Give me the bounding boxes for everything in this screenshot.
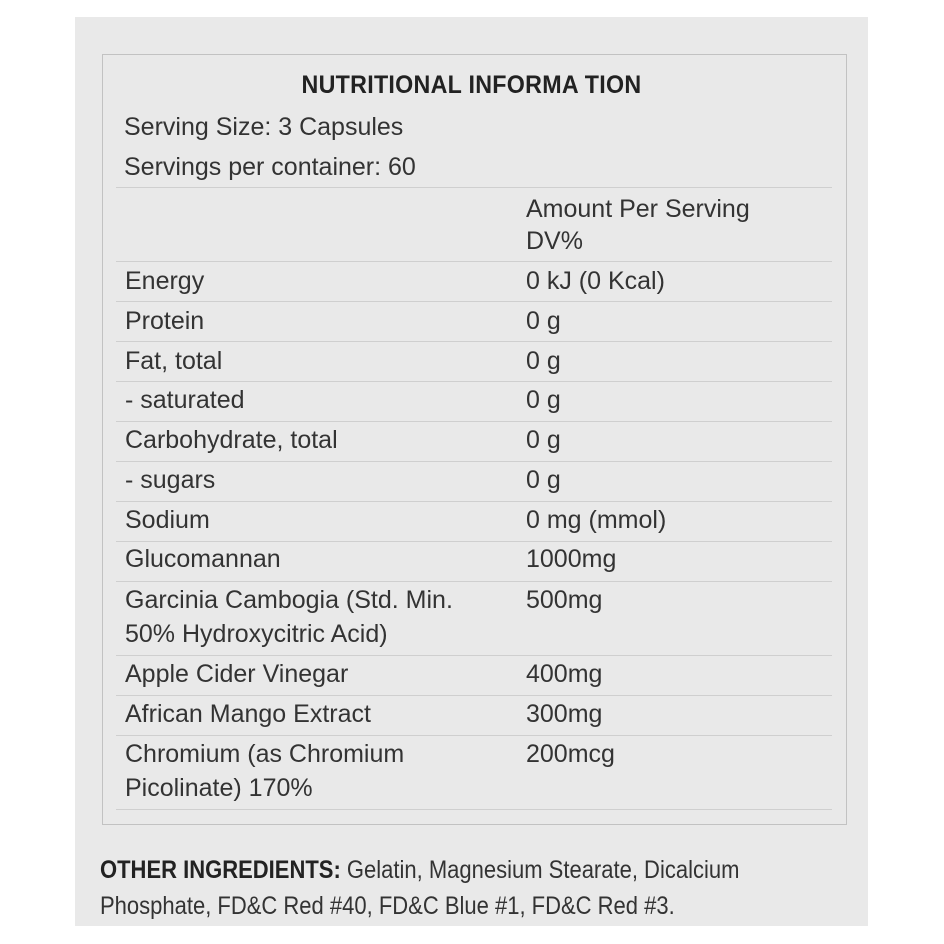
nutrient-name: Energy xyxy=(125,267,205,295)
nutrient-amount: 1000mg xyxy=(526,545,617,573)
row-divider xyxy=(116,261,832,262)
nutrient-amount: 0 g xyxy=(526,466,561,494)
row-divider xyxy=(116,421,832,422)
other-ingredients xyxy=(100,852,830,924)
label-title: NUTRITIONAL INFORMA TION xyxy=(301,71,642,99)
other-ingredients-label: OTHER INGREDIENTS: xyxy=(100,856,341,884)
row-divider xyxy=(116,655,832,656)
servings-per-container: Servings per container: 60 xyxy=(124,153,416,181)
nutrient-name: - saturated xyxy=(125,386,245,414)
nutrient-amount: 0 mg (mmol) xyxy=(526,506,667,534)
nutrient-name: Glucomannan xyxy=(125,545,281,573)
nutrient-amount: 400mg xyxy=(526,660,603,688)
nutrient-name: Sodium xyxy=(125,506,210,534)
nutrient-amount: 0 g xyxy=(526,426,561,454)
other-ingredients-text-line1: Gelatin, Magnesium Stearate, Dicalcium xyxy=(346,856,740,884)
nutrient-name-line2: Picolinate) 170% xyxy=(125,774,313,802)
nutrient-name: Carbohydrate, total xyxy=(125,426,338,454)
row-divider xyxy=(116,695,832,696)
nutrient-name-line1: Chromium (as Chromium xyxy=(125,740,405,768)
nutrient-amount: 0 g xyxy=(526,347,561,375)
nutrient-name-line1: Garcinia Cambogia (Std. Min. xyxy=(125,586,453,614)
nutrient-amount: 0 g xyxy=(526,386,561,414)
nutrient-amount: 300mg xyxy=(526,700,603,728)
nutrient-name xyxy=(125,737,505,805)
row-divider xyxy=(116,301,832,302)
nutrient-amount: 0 g xyxy=(526,307,561,335)
nutrient-name: Protein xyxy=(125,307,205,335)
row-divider xyxy=(116,501,832,502)
nutrition-label-card xyxy=(75,17,868,926)
nutrient-amount: 500mg xyxy=(526,586,603,614)
row-divider xyxy=(116,461,832,462)
nutrient-amount: 200mcg xyxy=(526,740,615,768)
other-ingredients-text-line2: Phosphate, FD&C Red #40, FD&C Blue #1, FD&C Red #3. xyxy=(100,892,675,920)
other-ingredients-line1 xyxy=(100,852,830,888)
serving-size: Serving Size: 3 Capsules xyxy=(124,113,404,141)
row-divider xyxy=(116,809,832,810)
nutrient-name xyxy=(125,583,505,651)
nutrient-name: African Mango Extract xyxy=(125,700,371,728)
amount-header xyxy=(526,193,826,257)
amount-header-line1: Amount Per Serving xyxy=(526,195,750,223)
amount-header-line2: DV% xyxy=(526,227,583,255)
row-divider xyxy=(116,341,832,342)
row-divider xyxy=(116,187,832,188)
nutrient-name: Apple Cider Vinegar xyxy=(125,660,349,688)
nutrient-amount: 0 kJ (0 Kcal) xyxy=(526,267,665,295)
row-divider xyxy=(116,581,832,582)
row-divider xyxy=(116,381,832,382)
nutrient-name: - sugars xyxy=(125,466,216,494)
nutrient-name-line2: 50% Hydroxycitric Acid) xyxy=(125,620,388,648)
row-divider xyxy=(116,735,832,736)
nutrient-name: Fat, total xyxy=(125,347,223,375)
